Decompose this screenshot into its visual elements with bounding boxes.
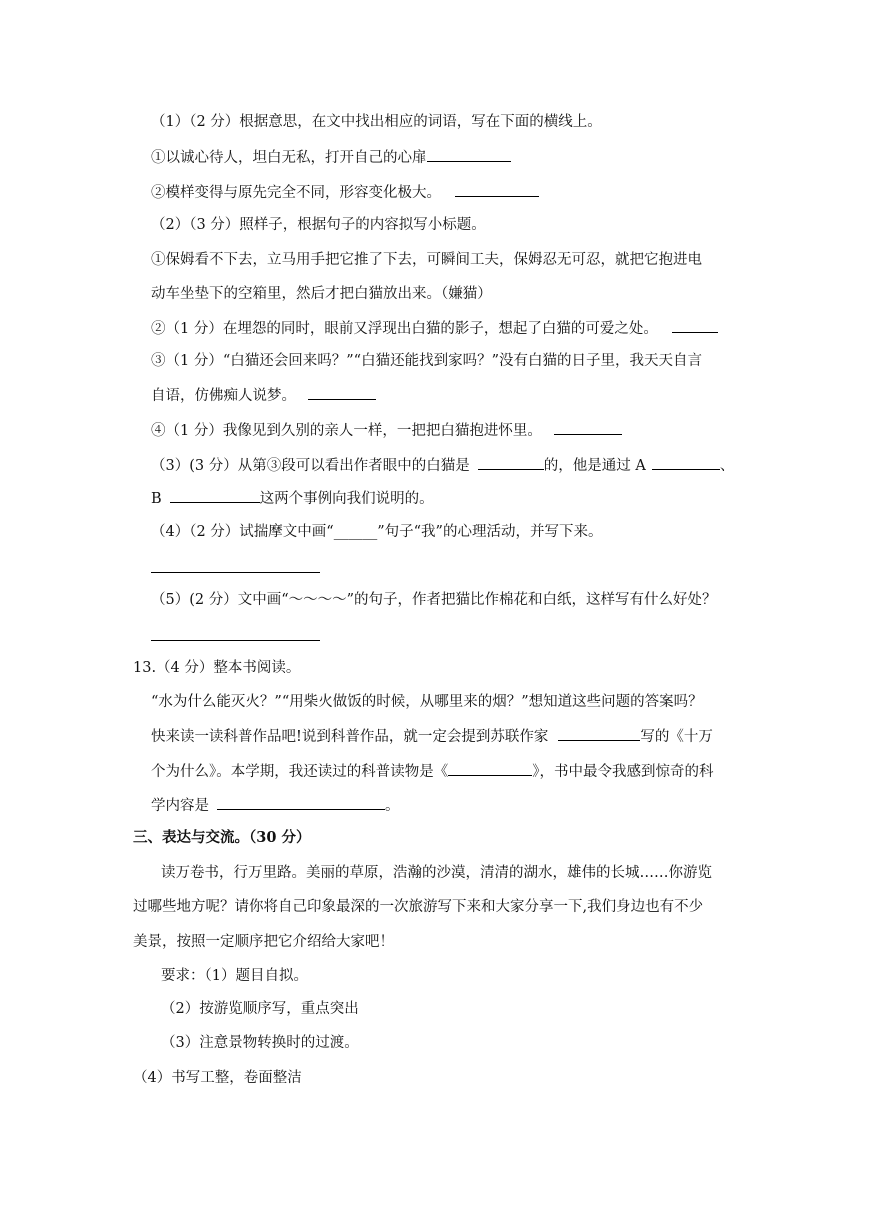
q13-line4 — [151, 795, 400, 816]
q12-part2-item-c-line2 — [151, 385, 376, 406]
q12-part1-item-b-text: ②模样变得与原先完全不同，形容变化极大。 — [151, 185, 441, 201]
q13-line2 — [151, 726, 713, 747]
section3-requirement-3: （3）注意景物转换时的过渡。 — [161, 1035, 359, 1051]
q12-part5-prompt: （5）(2 分）文中画“～～～～”的句子，作者把猫比作棉花和白纸，这样写有什么好处？ — [151, 592, 717, 608]
answer-line[interactable] — [151, 572, 320, 573]
q12-part3-line2 — [151, 488, 434, 509]
answer-blank[interactable] — [478, 455, 544, 470]
q12-part2-example-line2: 动车坐垫下的空箱里，然后才把白猫放出来。（嫌猫） — [151, 286, 492, 302]
q13-line4-text-a: 学内容是 — [151, 798, 209, 814]
answer-blank[interactable] — [427, 147, 511, 162]
answer-line[interactable] — [151, 640, 320, 641]
q12-part2-prompt: （2）（3 分）照样子，根据句子的内容拟写小标题。 — [151, 217, 486, 233]
q12-part2-example-line1: ①保姆看不下去，立马用手把它推了下去，可瞬间工夫，保姆忍无可忍，就把它抱进电 — [151, 252, 702, 268]
q13-line1: “水为什么能灭火？”“用柴火做饭的时候，从哪里来的烟？”想知道这些问题的答案吗？ — [151, 694, 703, 710]
answer-blank[interactable] — [170, 488, 260, 503]
q13-line2-text-b: 写的《十万 — [640, 729, 713, 745]
answer-blank[interactable] — [455, 182, 539, 197]
answer-blank[interactable] — [652, 455, 720, 470]
q13-title: 13.（4 分）整本书阅读。 — [133, 660, 301, 676]
answer-blank[interactable] — [554, 420, 622, 435]
q12-part2-item-b-text: ②（1 分）在埋怨的同时，眼前又浮现出白猫的影子，想起了白猫的可爱之处。 — [151, 321, 658, 337]
answer-blank[interactable] — [672, 318, 718, 333]
section3-paragraph-line1: 读万卷书，行万里路。美丽的草原，浩瀚的沙漠，清清的湖水，雄伟的长城……你游览 — [161, 865, 712, 881]
q13-line3-text-a: 个为什么》。本学期，我还读过的科普读物是《 — [151, 764, 449, 780]
q12-part3-text-d: B — [151, 491, 162, 507]
q12-part2-item-c-line1: ③（1 分）“白猫还会回来吗？”“白猫还能找到家吗？”没有白猫的日子里，我天天自言 — [151, 353, 702, 369]
answer-blank[interactable] — [448, 761, 532, 776]
q12-part3-line1 — [151, 455, 734, 476]
q12-part3-text-a: （3）(3 分）从第③段可以看出作者眼中的白猫是 — [151, 458, 470, 474]
section3-heading: 三、表达与交流。（30 分） — [133, 829, 311, 846]
q12-part3-text-e: 这两个事例向我们说明的。 — [259, 491, 434, 507]
q12-part2-item-c-text: 自语，仿佛痴人说梦。 — [151, 388, 296, 404]
q12-part1-item-b — [151, 182, 539, 203]
section3-paragraph-line3: 美景，按照一定顺序把它介绍给大家吧！ — [133, 934, 394, 950]
q12-part3-text-b: 的，他是通过 A — [543, 458, 646, 474]
q13-line2-text-a: 快来读一读科普作品吧!说到科普作品，就一定会提到苏联作家 — [151, 729, 549, 745]
q12-part1-item-a — [151, 147, 511, 168]
q12-part2-item-b — [151, 318, 718, 339]
q12-part2-item-d — [151, 420, 622, 441]
q12-part3-text-c: 、 — [719, 458, 735, 474]
q12-part4-prompt: （4）（2 分）试揣摩文中画“______”句子“我”的心理活动，并写下来。 — [151, 524, 603, 540]
section3-requirement-2: （2）按游览顺序写，重点突出 — [161, 1001, 359, 1017]
q13-line4-text-b: 。 — [385, 798, 400, 814]
answer-blank[interactable] — [308, 385, 376, 400]
section3-requirement-4: （4）书写工整，卷面整洁 — [133, 1070, 302, 1086]
q13-line3 — [151, 761, 714, 782]
q12-part1-item-a-text: ①以诚心待人，坦白无私，打开自己的心扉 — [151, 150, 427, 166]
q12-part1-prompt: （1）（2 分）根据意思，在文中找出相应的词语，写在下面的横线上。 — [151, 114, 602, 130]
answer-blank[interactable] — [217, 795, 385, 810]
q12-part2-item-d-text: ④（1 分）我像见到久别的亲人一样，一把把白猫抱进怀里。 — [151, 423, 542, 439]
section3-paragraph-line2: 过哪些地方呢？请你将自己印象最深的一次旅游写下来和大家分享一下,我们身边也有不少 — [133, 899, 704, 915]
q13-line3-text-b: 》，书中最令我感到惊奇的科 — [532, 764, 714, 780]
answer-blank[interactable] — [558, 726, 640, 741]
section3-requirement-1: 要求：（1）题目自拟。 — [161, 968, 308, 984]
